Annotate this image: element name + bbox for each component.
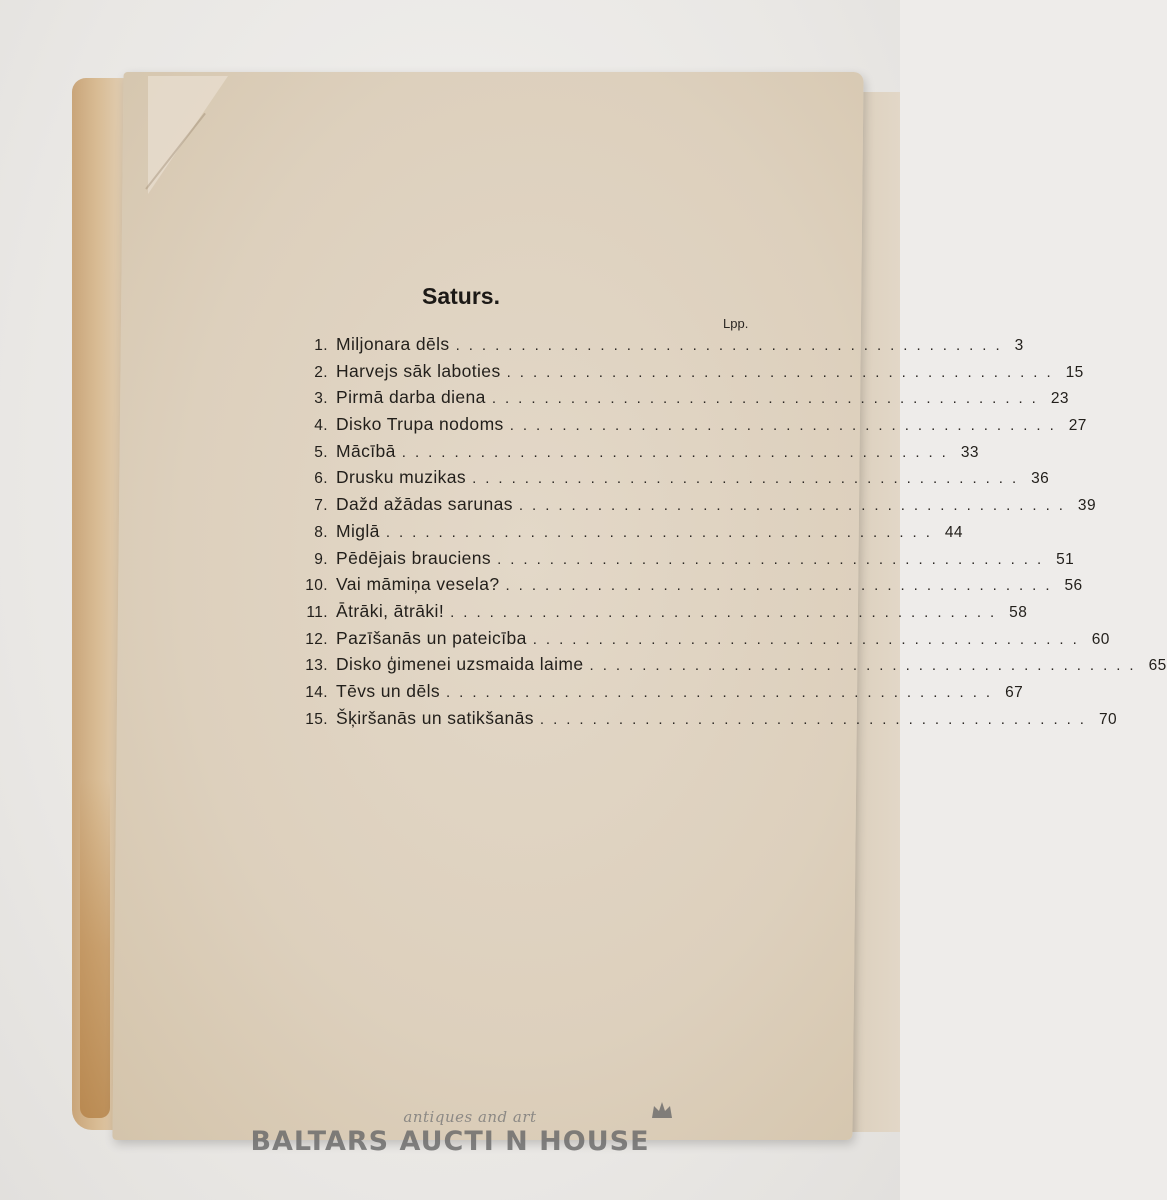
watermark-brand (0, 1126, 900, 1157)
toc-entry-title: Harvejs sāk laboties (336, 360, 501, 381)
crown-icon (650, 1100, 674, 1120)
watermark-tagline: antiques and art (403, 1108, 537, 1126)
dot-leader: .......................................... (472, 470, 1026, 488)
toc-entry-number: 5. (314, 443, 328, 461)
toc-entry-number: 13. (305, 657, 328, 675)
dot-leader: .......................................... (518, 497, 1072, 515)
toc-entry-number: 7. (314, 497, 328, 515)
toc-entry (300, 654, 1167, 681)
toc-entry-page: 44 (944, 523, 963, 541)
toc-entry-number: 8. (314, 523, 328, 541)
toc-entry-page: 33 (960, 443, 979, 461)
toc-entry-title: Pēdējais brauciens (336, 547, 492, 568)
toc-entry (300, 387, 1069, 414)
toc-entry (300, 574, 1083, 601)
toc-entry (300, 440, 979, 468)
toc-entry-title: Disko ģimenei uzsmaida laime (336, 654, 584, 675)
table-of-contents (300, 334, 1167, 734)
page-column-label: Lpp. (723, 316, 749, 331)
toc-entry-page: 51 (1056, 550, 1075, 568)
toc-entry (300, 600, 1028, 628)
toc-entry-page: 67 (1005, 683, 1024, 701)
dot-leader: .......................................... (446, 683, 1000, 701)
toc-entry-number: 6. (314, 470, 328, 488)
toc-entry (300, 520, 963, 548)
toc-entry (300, 360, 1084, 388)
toc-entry-number: 4. (314, 417, 328, 435)
toc-entry (300, 547, 1075, 575)
toc-entry-number: 15. (305, 710, 328, 728)
toc-entry-page: 60 (1091, 630, 1110, 648)
dot-leader: .......................................... (589, 657, 1143, 675)
toc-entry-page: 58 (1009, 603, 1028, 621)
toc-entry-page: 56 (1064, 577, 1083, 595)
dot-leader: .......................................... (509, 417, 1063, 435)
toc-entry (300, 467, 1050, 494)
toc-entry-title: Pazīšanās un pateicība (336, 627, 527, 648)
toc-title: Saturs. (422, 283, 500, 309)
toc-entry-number: 3. (314, 390, 328, 408)
dot-leader: .......................................... (506, 363, 1060, 381)
toc-entry-page: 15 (1065, 363, 1084, 381)
toc-entry-page: 23 (1050, 390, 1069, 408)
toc-entry-number: 2. (314, 363, 328, 381)
toc-entry-number: 1. (314, 337, 328, 354)
toc-entry-page: 39 (1077, 497, 1096, 515)
toc-entry-title: Tēvs un dēls (336, 680, 441, 701)
toc-entry-page: 3 (1014, 337, 1024, 354)
toc-entry (300, 414, 1087, 441)
dot-leader: .......................................... (401, 443, 955, 461)
dot-leader: .......................................... (455, 337, 1009, 354)
toc-entry-number: 12. (305, 630, 328, 648)
toc-entry-number: 11. (306, 603, 328, 621)
toc-entry-page: 27 (1068, 417, 1087, 435)
toc-entry-number: 9. (314, 550, 328, 568)
toc-entry-title: Ātrāki, ātrāki! (336, 600, 445, 621)
dot-leader: .......................................... (532, 630, 1086, 648)
dot-leader: .......................................... (491, 390, 1045, 408)
dot-leader: .......................................... (385, 523, 939, 541)
toc-entry-title: Pirmā darba diena (336, 387, 486, 408)
dot-leader: .......................................... (539, 710, 1093, 728)
toc-entry-page: 65 (1148, 657, 1167, 675)
toc-entry-number: 10. (305, 577, 328, 595)
toc-entry (300, 707, 1117, 735)
toc-entry-page: 70 (1098, 710, 1117, 728)
dot-leader: .......................................... (450, 603, 1004, 621)
toc-entry (300, 334, 1024, 361)
toc-entry (300, 680, 1024, 708)
toc-entry-number: 14. (305, 683, 328, 701)
dot-leader: .......................................... (497, 550, 1051, 568)
toc-entry (300, 627, 1110, 655)
dot-leader: .......................................... (505, 577, 1059, 595)
watermark (0, 1108, 900, 1157)
toc-entry-title: Miglā (336, 520, 380, 541)
toc-entry-page: 36 (1031, 470, 1050, 488)
watermark-brand-text: BALTARS AUCTI N HOUSE (250, 1126, 650, 1157)
toc-entry-title: Dažd ažādas sarunas (336, 494, 513, 515)
toc-entry-title: Vai māmiņa vesela? (336, 574, 500, 595)
toc-entry-title: Miljonara dēls (336, 334, 450, 354)
toc-entry-title: Šķiršanās un satikšanās (336, 707, 534, 728)
toc-entry-title: Disko Trupa nodoms (336, 414, 504, 435)
toc-entry-title: Drusku muzikas (336, 467, 467, 488)
toc-entry-title: Mācībā (336, 440, 396, 461)
toc-entry (300, 494, 1096, 521)
